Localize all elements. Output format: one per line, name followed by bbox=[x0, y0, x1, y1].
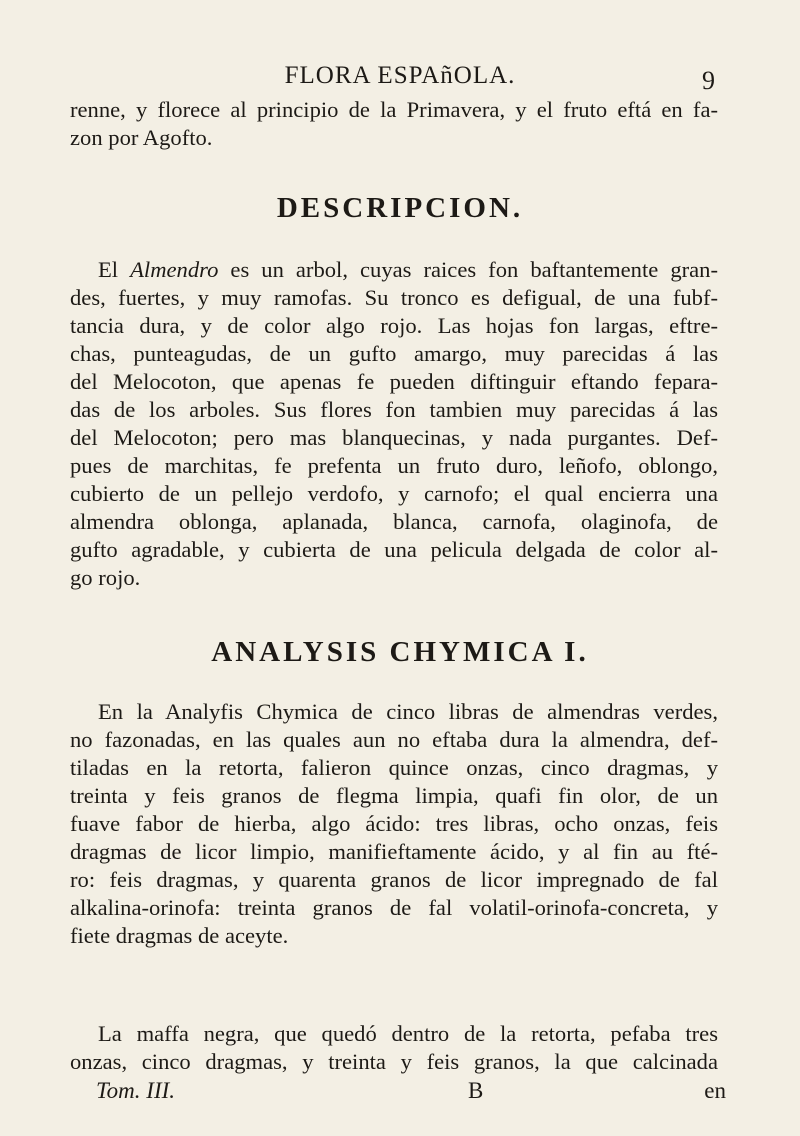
text-line: treinta y feis granos de flegma limpia, quafi fin olor, de un bbox=[70, 783, 718, 808]
catchword: en bbox=[704, 1078, 726, 1103]
text-line: das de los arboles. Sus flores fon tambien muy parecidas á las bbox=[70, 397, 718, 422]
text-line: onzas, cinco dragmas, y treinta y feis granos, la que calcinada bbox=[70, 1049, 718, 1074]
residue-paragraph bbox=[70, 1020, 718, 1076]
text-line: dragmas de licor limpio, manifieftamente ácido, y al fin au fté- bbox=[70, 839, 718, 864]
text-line: go rojo. bbox=[70, 565, 141, 590]
text-line: zon por Agofto. bbox=[70, 125, 213, 150]
text-line: El Almendro es un arbol, cuyas raices fon baftantemente gran- bbox=[98, 257, 718, 282]
text-line: En la Analyfis Chymica de cinco libras de almendras verdes, bbox=[98, 699, 718, 724]
text-line: almendra oblonga, aplanada, blanca, carnofa, olaginofa, de bbox=[70, 509, 718, 534]
text-line: cubierto de un pellejo verdofo, y carnofo; el qual encierra una bbox=[70, 481, 718, 506]
text-line: ro: feis dragmas, y quarenta granos de licor impregnado de fal bbox=[70, 867, 718, 892]
continuation-paragraph bbox=[70, 96, 718, 152]
section-heading-analysis: ANALYSIS CHYMICA I. bbox=[211, 636, 589, 668]
analysis-paragraph bbox=[70, 698, 718, 950]
text-line: no fazonadas, en las quales aun no eftaba dura la almendra, def- bbox=[70, 727, 718, 752]
text-line: pues de marchitas, fe prefenta un fruto duro, leñofo, oblongo, bbox=[70, 453, 718, 478]
text-line: des, fuertes, y muy ramofas. Su tronco es defigual, de una fubf- bbox=[70, 285, 718, 310]
text-line: del Melocoton, que apenas fe pueden diftinguir eftando fepara- bbox=[70, 369, 718, 394]
text-line: chas, punteagudas, de un gufto amargo, muy parecidas á las bbox=[70, 341, 718, 366]
text-line: gufto agradable, y cubierta de una pelicula delgada de color al- bbox=[70, 537, 718, 562]
section-heading-descripcion: DESCRIPCION. bbox=[276, 192, 524, 224]
page-number: 9 bbox=[702, 66, 715, 95]
plant-name: Almendro bbox=[130, 257, 219, 282]
text-line: del Melocoton; pero mas blanquecinas, y nada purgantes. Def- bbox=[70, 425, 718, 450]
text-line: tiladas en la retorta, falieron quince onzas, cinco dragmas, y bbox=[70, 755, 718, 780]
signature-mark: B bbox=[468, 1078, 484, 1103]
description-paragraph bbox=[70, 256, 718, 592]
text-line: alkalina-orinofa: treinta granos de fal volatil-orinofa-concreta, y bbox=[70, 895, 718, 920]
volume-label: Tom. III. bbox=[96, 1078, 176, 1103]
text-line: renne, y florece al principio de la Primavera, y el fruto eftá en fa- bbox=[70, 97, 718, 122]
text-line: La maffa negra, que quedó dentro de la retorta, pefaba tres bbox=[98, 1021, 718, 1046]
running-head: FLORA ESPAñOLA. bbox=[284, 62, 516, 89]
text-line: tancia dura, y de color algo rojo. Las hojas fon largas, eftre- bbox=[70, 313, 718, 338]
text-line: fuave fabor de hierba, algo ácido: tres libras, ocho onzas, feis bbox=[70, 811, 718, 836]
text-line: fiete dragmas de aceyte. bbox=[70, 923, 289, 948]
